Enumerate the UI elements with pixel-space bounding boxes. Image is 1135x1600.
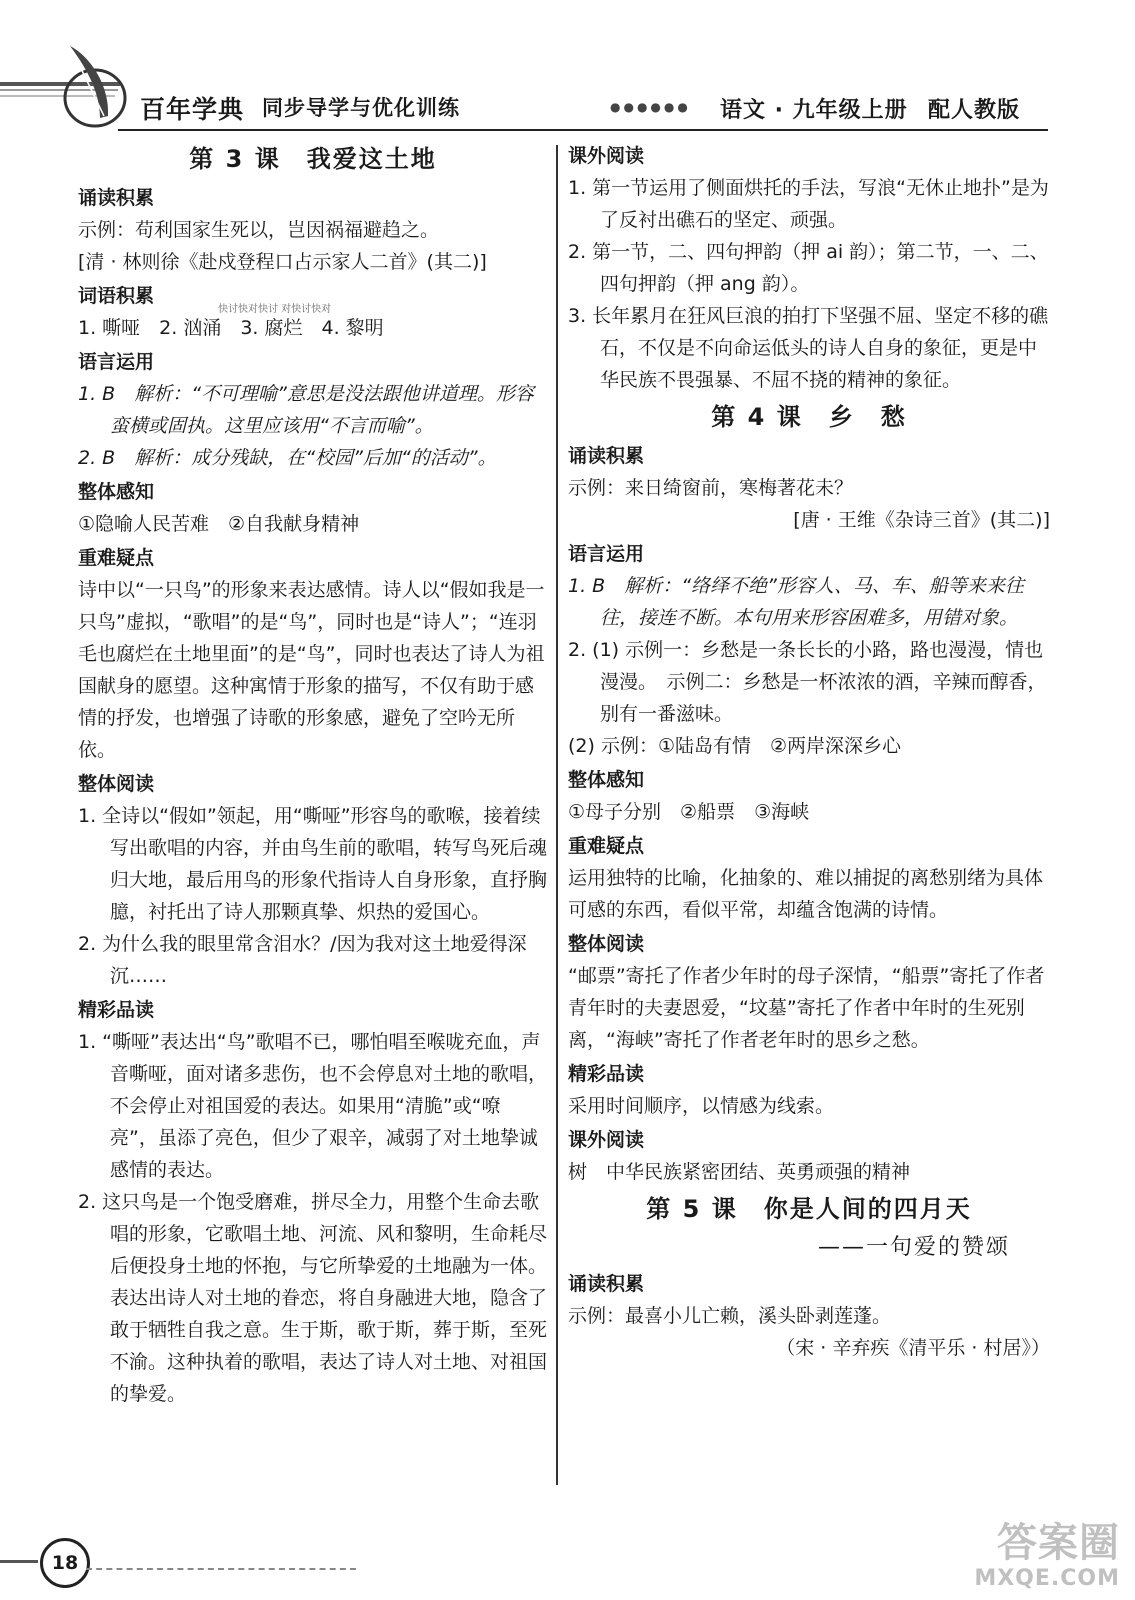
section-heading: 课外阅读 [568, 1129, 645, 1151]
watermark-url: MXQE.COM [974, 1566, 1120, 1591]
left-column [78, 138, 548, 1410]
section-heading: 整体阅读 [78, 773, 155, 795]
section-heading: 重难疑点 [78, 547, 155, 569]
section-heading: 精彩品读 [78, 999, 155, 1021]
header-dots: ●●●●●● [610, 100, 691, 114]
section-heading: 精彩品读 [568, 1063, 645, 1085]
series-name: 同步导学与优化训练 [262, 96, 460, 120]
paragraph: 运用独特的比喻，化抽象的、难以捕捉的离愁别绪为具体可感的东西，看似平常，却蕴含饱满的诗情。 [568, 867, 1044, 921]
lesson4-number: 第 4 课 [711, 403, 803, 431]
section-heading: 整体阅读 [568, 933, 645, 955]
answer-item: 1. 全诗以“假如”领起，用“嘶哑”形容鸟的歌喉，接着续写出歌唱的内容，并由鸟生前的歌唱，转写鸟死后魂归大地，最后用鸟的形象代指诗人自身形象，直抒胸臆，衬托出了诗人那颗真挚、炽热的爱国心。 [78, 805, 548, 923]
answer-item: 2. (1) 示例一：乡愁是一条长长的小路，路也漫漫，情也漫漫。 示例二：乡愁是一杯浓浓的酒，辛辣而醇香，别有一番滋味。 [568, 639, 1047, 725]
lesson5-subtitle: ——一句爱的赞颂 [817, 1235, 1010, 1260]
lesson3-title [78, 138, 548, 180]
section-heading: 诵读积累 [78, 187, 155, 209]
answer-item: 2. B 解析：成分残缺，在“校园”后加“的活动”。 [78, 447, 497, 469]
lesson3-number: 第 3 课 [189, 145, 281, 173]
answer-item: 1. “嘶哑”表达出“鸟”歌唱不已，哪怕唱至喉咙充血，声音嘶哑，面对诸多悲伤，也不会停息对土地的歌唱，不会停止对祖国爱的表达。如果用“清脆”或“嘹亮”，虽添了亮色，但少了艰辛，减弱了对土地挚诚感情的表达。 [78, 1031, 548, 1181]
lesson5-number: 第 5 课 [646, 1195, 738, 1223]
answer-item: 1. 第一节运用了侧面烘托的手法，写浪“无休止地扑”是为了反衬出礁石的坚定、顽强。 [568, 177, 1049, 231]
section-heading: 整体感知 [568, 769, 645, 791]
answer-item: 2. 第一节，二、四句押韵（押 ai 韵）；第二节，一、二、四句押韵（押 ang 韵）。 [568, 241, 1049, 295]
section-heading: 课外阅读 [568, 145, 645, 167]
paragraph: 树 中华民族紧密团结、英勇顽强的精神 [568, 1161, 911, 1183]
footer-dash [0, 1560, 38, 1563]
source-citation: [清 · 林则徐《赴戍登程口占示家人二首》(其二)] [78, 251, 487, 273]
paragraph: 示例：苟利国家生死以，岂因祸福避趋之。 [78, 219, 440, 241]
paragraph: 诗中以“一只鸟”的形象来表达感情。诗人以“假如我是一只鸟”虚拟，“歌唱”的是“鸟”，同时也是“诗人”；“连羽毛也腐烂在土地里面”的是“鸟”，同时也表达了诗人为祖国献身的愿望。这种寓情于形象的描写，不仅有助于感情的抒发，也增强了诗歌的形象感，避免了空吟无所依。 [78, 579, 545, 761]
source-citation: [唐 · 王维《杂诗三首》(其二)] [793, 509, 1050, 531]
lesson5-title [568, 1188, 1050, 1230]
section-heading: 语言运用 [568, 543, 645, 565]
lesson3-name: 我爱这土地 [306, 145, 437, 173]
subject-label: 语文 · 九年级上册 [720, 98, 908, 123]
paragraph: 1. 嘶哑 2. 汹涌 3. 腐烂 4. 黎明 [78, 317, 384, 339]
page-header [0, 36, 1135, 136]
section-heading: 整体感知 [78, 481, 155, 503]
lesson4-name: 乡 愁 [828, 403, 907, 431]
paragraph: 示例：来日绮窗前，寒梅著花未？ [568, 477, 854, 499]
brand-name: 百年学典 [140, 95, 245, 124]
lesson5-name: 你是人间的四月天 [763, 1195, 972, 1223]
paragraph: ①隐喻人民苦难 ②自我献身精神 [78, 513, 360, 535]
section-heading: 诵读积累 [568, 445, 645, 467]
right-column [568, 138, 1050, 1364]
header-rule [118, 129, 1048, 131]
watermark-cn: 答案圈 [997, 1520, 1120, 1566]
paragraph: 示例：最喜小儿亡赖，溪头卧剥莲蓬。 [568, 1305, 892, 1327]
source-citation: （宋 · 辛弃疾《清平乐 · 村居》） [776, 1337, 1050, 1359]
footer-line [86, 1568, 356, 1570]
page-number: 18 [40, 1538, 90, 1588]
lesson4-title [568, 396, 1050, 438]
column-divider [556, 145, 558, 1485]
section-heading: 重难疑点 [568, 835, 645, 857]
paragraph: ①母子分别 ②船票 ③海峡 [568, 801, 810, 823]
answer-item: 2. 为什么我的眼里常含泪水？/因为我对这土地爱得深沉…… [78, 933, 527, 987]
answer-item: 3. 长年累月在狂风巨浪的拍打下坚强不屈、坚定不移的礁石，不仅是不向命运低头的诗人自身的象征，更是中华民族不畏强暴、不屈不挠的精神的象征。 [568, 305, 1049, 391]
section-heading: 语言运用 [78, 351, 155, 373]
answer-item: 1. B 解析：“络绎不绝”形容人、马、车、船等来来往往，接连不断。本句用来形容困难多，用错对象。 [568, 575, 1024, 629]
section-heading: 词语积累 [78, 285, 155, 307]
answer-item: 1. B 解析：“不可理喻”意思是没法跟他讲道理。形容蛮横或固执。这里应该用“不言而喻”。 [78, 383, 534, 437]
answer-item: (2) 示例：①陆岛有情 ②两岸深深乡心 [568, 735, 902, 757]
feather-pen-icon [0, 36, 135, 136]
answer-item: 2. 这只鸟是一个饱受磨难，拼尽全力，用整个生命去歌唱的形象，它歌唱土地、河流、风和黎明，生命耗尽后便投身土地的怀抱，与它所挚爱的土地融为一体。表达出诗人对土地的眷恋，将自身融进大地，隐含了敢于牺牲自我之意。生于斯，歌于斯，葬于斯，至死不渝。这种执着的歌唱，表达了诗人对土地、对祖国的挚爱。 [78, 1191, 548, 1405]
edition-label: 配人教版 [928, 98, 1021, 123]
section-heading: 诵读积累 [568, 1273, 645, 1295]
paragraph: 采用时间顺序，以情感为线索。 [568, 1095, 835, 1117]
watermark [880, 1520, 1120, 1590]
stamp-text: 快讨快对快讨 对快讨快对 [218, 304, 332, 315]
paragraph: “邮票”寄托了作者少年时的母子深情，“船票”寄托了作者青年时的夫妻恩爱，“坟墓”寄托了作者中年时的生死别离，“海峡”寄托了作者老年时的思乡之愁。 [568, 965, 1045, 1051]
